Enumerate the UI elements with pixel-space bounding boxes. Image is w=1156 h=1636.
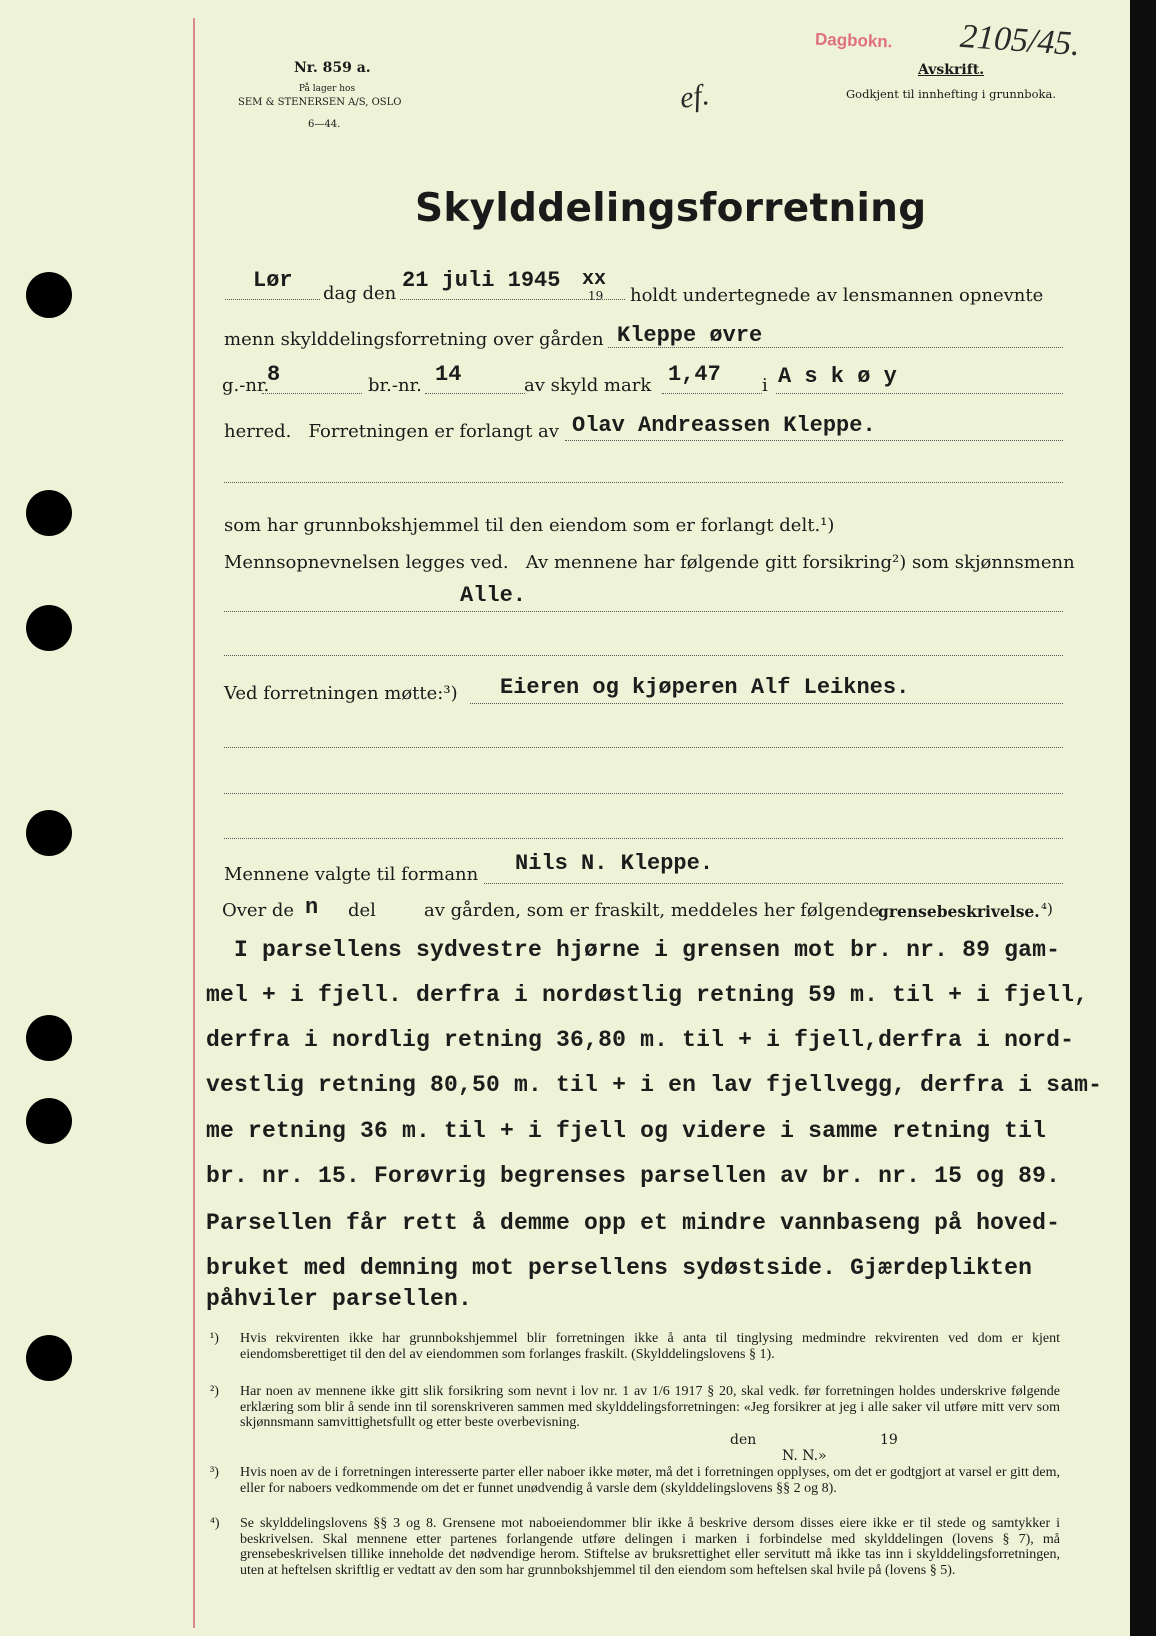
- farm-value: Kleppe øvre: [617, 323, 763, 348]
- dotted-line: [565, 440, 1063, 441]
- footnote-signature: N. N.»: [782, 1448, 827, 1464]
- skjonnsmenn-value: Alle.: [460, 583, 527, 608]
- description-line: derfra i nordlig retning 36,80 m. til + i fjell,derfra i nord-: [206, 1027, 1075, 1053]
- farm-label: menn skylddelingsforretning over gården: [224, 329, 604, 350]
- dotted-line: [224, 747, 1063, 748]
- footnote-text: Har noen av mennene ikke gitt slik forsikring som nevnt i lov nr. 1 av 1/6 1917 § 20, skal vedk. før forretningen holdes underskrive følgende erklæring som blir å sende inn til sorenskriveren sammen med skylddelingsforretningen: «Jeg forsikrer at jeg i alle saker vil utføre mitt verv som skjønnsmann samvittighetsfullt og etter beste overbevisning.: [240, 1384, 1060, 1430]
- i-label: i: [762, 375, 768, 396]
- footnote-number: ³): [210, 1465, 219, 1480]
- description-line: I parsellens sydvestre hjørne i grensen mot br. nr. 89 gam-: [206, 937, 1061, 963]
- dagbok-stamp: Dagbokn.: [814, 29, 893, 52]
- footnote: [210, 1384, 1060, 1431]
- weekday-value: Lør: [253, 268, 293, 293]
- dag-den-label: dag den: [323, 283, 397, 304]
- footnote: [210, 1465, 1060, 1496]
- footnote: [210, 1516, 1060, 1578]
- description-line: br. nr. 15. Forøvrig begrenses parsellen av br. nr. 15 og 89.: [206, 1163, 1061, 1189]
- description-line: vestlig retning 80,50 m. til + i en lav fjellvegg, derfra i sam-: [206, 1072, 1103, 1098]
- dotted-line: [224, 482, 1063, 483]
- brnr-value: 14: [435, 362, 462, 387]
- requester-value: Olav Andreassen Kleppe.: [572, 413, 876, 438]
- dotted-line: [662, 393, 762, 394]
- punch-hole: [26, 1098, 72, 1144]
- dotted-line: [400, 299, 625, 300]
- gnr-label: g.-nr.: [222, 375, 270, 396]
- holdt-text: holdt undertegnede av lensmannen opnevnte: [630, 285, 1044, 306]
- hjemmel-text: som har grunnbokshjemmel til den eiendom som er forlangt delt.¹): [224, 515, 835, 536]
- dotted-line: [225, 299, 320, 300]
- footnote-text: Hvis rekvirenten ikke har grunnbokshjemmel blir forretningen ikke å anta til tinglysing medmindre rekvirenten ved dom er kjent eiendomsberettiget til den del av eiendommen som forlanges fraskilt. (Skylddelingslovens § 1).: [240, 1331, 1060, 1362]
- footnote-den: den: [730, 1432, 757, 1448]
- chairman-label: Mennene valgte til formann: [224, 864, 479, 885]
- punch-hole: [26, 490, 72, 536]
- dotted-line: [224, 838, 1063, 839]
- punch-hole: [26, 1015, 72, 1061]
- punch-hole: [26, 810, 72, 856]
- handwritten-mark: ef.: [677, 78, 712, 115]
- page-title: Skylddelingsforretning: [415, 186, 927, 231]
- description-line: Parsellen får rett å demme opp et mindre vannbaseng på hoved-: [206, 1210, 1061, 1236]
- footnote-text: Se skylddelingslovens §§ 3 og 8. Grensene mot naboeiendommer blir ikke å beskrive dersom disses eiere ikke er til stede og samtykker i beskrivelsen. Skal mennene etter partenes forlangende utføre delingen i marken i forbindelse med skylddelingen (lovens § 7), må grensebeskrivelsen tillike inneholde det nødvendige herom. Stiftelse av bruksrettighet eller servitutt må ikke tas inn i skylddelingsforretningen, uten at heftelsen skriftlig er vedtatt av den som har grunnbokshjemmel til den eiendom som heftelsen skal hvile på (lovens § 5).: [240, 1516, 1060, 1578]
- footnote-number: ²): [210, 1384, 219, 1399]
- skyld-label: av skyld mark: [524, 375, 652, 396]
- attendance-label: Ved forretningen møtte:³): [224, 683, 458, 704]
- dotted-line: [484, 883, 1063, 884]
- footnote: [210, 1331, 1060, 1362]
- godkjent-note: Godkjent til innhefting i grunnboka.: [846, 87, 1056, 101]
- punch-hole: [26, 605, 72, 651]
- margin-rule: [193, 18, 195, 1628]
- footnote-text: Hvis noen av de i forretningen interesserte parter eller naboer ikke møter, må det i forretningen opplyses, om det er godtgjort at varsel er gitt dem, eller for naboers vedkommende om det er funnet unødvendig å varsle dem (skylddelingslovens §§ 2 og 8).: [240, 1465, 1060, 1496]
- handwritten-case-number: 2105/45.: [958, 17, 1082, 64]
- description-line: me retning 36 m. til + i fjell og videre i samme retning til: [206, 1118, 1047, 1144]
- footnote-number: ¹): [210, 1331, 219, 1346]
- requester-label: herred. Forretningen er forlangt av: [224, 421, 559, 442]
- chairman-value: Nils N. Kleppe.: [515, 851, 714, 876]
- municipality-value: A s k ø y: [778, 364, 897, 389]
- description-line: påhviler parsellen.: [206, 1286, 473, 1312]
- date-value: 21 juli 1945: [402, 268, 561, 293]
- dotted-line: [262, 393, 362, 394]
- publisher-line: 6—44.: [308, 119, 341, 130]
- publisher-line: SEM & STENERSEN A/S, OSLO: [238, 97, 402, 108]
- dotted-line: [470, 703, 1063, 704]
- footnote-number: ⁴): [210, 1516, 220, 1531]
- dotted-line: [224, 611, 1063, 612]
- forsikring-text: Mennsopnevnelsen legges ved. Av mennene har følgende gitt forsikring²) som skjønnsmenn: [224, 552, 1075, 573]
- footnote-ref: ⁴): [1041, 900, 1053, 918]
- attendance-value: Eieren og kjøperen Alf Leiknes.: [500, 675, 910, 700]
- description-line: mel + i fjell. derfra i nordøstlig retning 59 m. til + i fjell,: [206, 982, 1089, 1008]
- grensebeskrivelse-label: grensebeskrivelse.: [878, 902, 1040, 921]
- nineteen-label: 19: [588, 289, 604, 303]
- dotted-line: [776, 393, 1063, 394]
- dotted-line: [224, 793, 1063, 794]
- del-label: del: [348, 900, 376, 921]
- dotted-line: [608, 347, 1063, 348]
- publisher-line: På lager hos: [298, 84, 356, 94]
- dotted-line: [224, 655, 1063, 656]
- avskrift-label: Avskrift.: [918, 62, 985, 78]
- form-number: Nr. 859 a.: [294, 60, 371, 76]
- gnr-value: 8: [267, 362, 281, 387]
- punch-hole: [26, 1335, 72, 1381]
- dotted-line: [425, 393, 525, 394]
- over-de-label: Over de: [222, 900, 295, 921]
- punch-hole: [26, 272, 72, 318]
- brnr-label: br.-nr.: [368, 375, 422, 396]
- struck-century: xx: [582, 268, 607, 291]
- description-line: bruket med demning mot persellens sydøstside. Gjærdeplikten: [206, 1255, 1033, 1281]
- skyld-value: 1,47: [668, 362, 721, 387]
- over-suffix: av gården, som er fraskilt, meddeles her følgende: [424, 900, 880, 921]
- footnote-year: 19: [880, 1432, 898, 1448]
- over-n-value: n: [305, 895, 319, 920]
